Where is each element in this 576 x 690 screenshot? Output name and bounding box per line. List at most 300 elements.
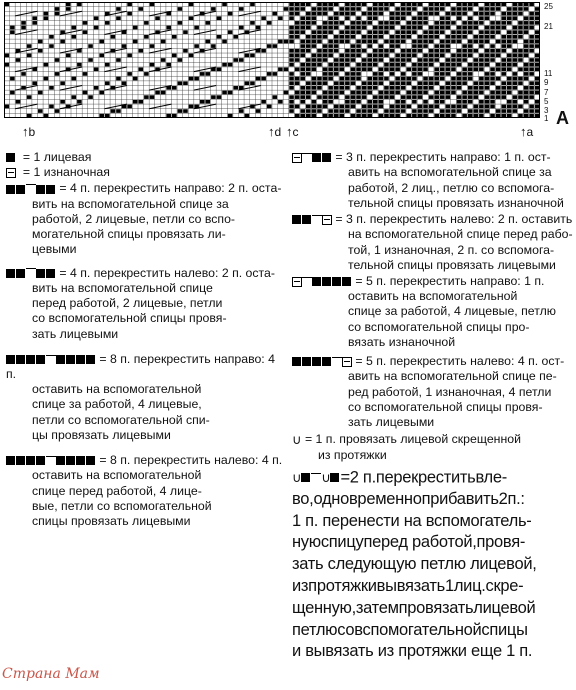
chart-cell [451, 114, 456, 118]
chart-cell [278, 30, 283, 34]
chart-cell [468, 67, 473, 71]
twisted-stitch-icon: ∪ [292, 432, 302, 448]
chart-cell [211, 100, 216, 104]
chart-cell [312, 26, 317, 30]
chart-cell [373, 35, 378, 39]
chart-cell [172, 109, 177, 113]
chart-cell [379, 77, 384, 81]
chart-cell [217, 100, 222, 104]
chart-cell [518, 81, 523, 85]
chart-cell [356, 105, 361, 109]
chart-cell [479, 109, 484, 113]
chart-cell [94, 95, 99, 99]
chart-cell [407, 72, 412, 76]
chart-cell [451, 16, 456, 20]
chart-cell [440, 44, 445, 48]
legend-item-c4l: = 4 п. перекрестить налево: 2 п. оста- вить на вспомогательной спице перед работой, 2 лицевые, петли со вспомогательной спицы провя- зать лицевыми [6, 266, 286, 342]
chart-cell [379, 67, 384, 71]
chart-cell [379, 26, 384, 30]
chart-cell [166, 81, 171, 85]
chart-cell [507, 91, 512, 95]
chart-cell [88, 95, 93, 99]
chart-cell [457, 30, 462, 34]
chart-cell [367, 49, 372, 53]
chart-cell [457, 35, 462, 39]
chart-cell [139, 63, 144, 67]
chart-cell [440, 12, 445, 16]
chart-cell [233, 49, 238, 53]
chart-cell [485, 72, 490, 76]
chart-cell [496, 21, 501, 25]
chart-cell [513, 72, 518, 76]
chart-cell [83, 58, 88, 62]
chart-cell [395, 54, 400, 58]
chart-cell [155, 95, 160, 99]
chart-cell [529, 67, 534, 71]
chart-cell [362, 12, 367, 16]
chart-cell [451, 77, 456, 81]
chart-cell [217, 72, 222, 76]
chart-cell [356, 3, 361, 7]
chart-cell [77, 77, 82, 81]
chart-cell [228, 30, 233, 34]
chart-cell [328, 16, 333, 20]
marker-d: ↑d [268, 124, 282, 139]
chart-cell [474, 35, 479, 39]
chart-cell [49, 26, 54, 30]
chart-cell [228, 49, 233, 53]
chart-cell [27, 95, 32, 99]
chart-cell [245, 91, 250, 95]
chart-cell [462, 105, 467, 109]
chart-cell [66, 91, 71, 95]
chart-cell [27, 54, 32, 58]
chart-cell [99, 26, 104, 30]
chart-cell [116, 16, 121, 20]
chart-cell [211, 72, 216, 76]
chart-cell [367, 58, 372, 62]
chart-cell [289, 72, 294, 76]
chart-cell [139, 114, 144, 118]
chart-cell [27, 77, 32, 81]
chart-cell [367, 21, 372, 25]
chart-cell [139, 58, 144, 62]
chart-cell [105, 7, 110, 11]
chart-cell [139, 72, 144, 76]
chart-cell [524, 91, 529, 95]
chart-cell [60, 44, 65, 48]
chart-cell [21, 100, 26, 104]
chart-cell [395, 100, 400, 104]
chart-cell [222, 58, 227, 62]
chart-cell [273, 77, 278, 81]
chart-cell [524, 81, 529, 85]
chart-cell [379, 30, 384, 34]
chart-cell [122, 114, 127, 118]
chart-cell [228, 40, 233, 44]
chart-cell [144, 114, 149, 118]
chart-cell [150, 35, 155, 39]
chart-cell [222, 16, 227, 20]
chart-cell [384, 16, 389, 20]
chart-cell [529, 109, 534, 113]
chart-cell [446, 49, 451, 53]
chart-cell [172, 35, 177, 39]
chart-cell [440, 40, 445, 44]
chart-cell [10, 30, 15, 34]
chart-cell [535, 35, 540, 39]
chart-cell [535, 16, 540, 20]
chart-cell [60, 58, 65, 62]
chart-cell [384, 49, 389, 53]
chart-cell [261, 95, 266, 99]
chart-cell [395, 67, 400, 71]
chart-cell [77, 114, 82, 118]
chart-cell [150, 95, 155, 99]
chart-cell [66, 44, 71, 48]
chart-cell [166, 54, 171, 58]
chart-cell [228, 12, 233, 16]
chart-cell [345, 12, 350, 16]
chart-cell [105, 58, 110, 62]
chart-cell [284, 63, 289, 67]
chart-cell [5, 77, 10, 81]
chart-cell [379, 95, 384, 99]
chart-cell [261, 77, 266, 81]
chart-cell [166, 21, 171, 25]
chart-cell [300, 72, 305, 76]
chart-cell [429, 3, 434, 7]
chart-cell [373, 105, 378, 109]
row-number: 21 [544, 22, 553, 31]
chart-cell [32, 95, 37, 99]
chart-cell [524, 100, 529, 104]
chart-cell [256, 95, 261, 99]
chart-cell [379, 58, 384, 62]
chart-cell [334, 86, 339, 90]
chart-cell [535, 44, 540, 48]
chart-cell [367, 86, 372, 90]
chart-cell [379, 114, 384, 118]
chart-cell [38, 114, 43, 118]
chart-cell [340, 44, 345, 48]
chart-cell [222, 3, 227, 7]
chart-cell [189, 16, 194, 20]
chart-cell [474, 7, 479, 11]
chart-cell [379, 105, 384, 109]
chart-cell [395, 109, 400, 113]
chart-cell [256, 35, 261, 39]
chart-cell [105, 72, 110, 76]
chart-cell [340, 77, 345, 81]
chart-cell [250, 21, 255, 25]
chart-cell [16, 7, 21, 11]
chart-cell [423, 44, 428, 48]
chart-cell [524, 7, 529, 11]
chart-cell [317, 58, 322, 62]
chart-cell [312, 86, 317, 90]
chart-cell [150, 7, 155, 11]
chart-cell [133, 58, 138, 62]
chart-cell [384, 105, 389, 109]
chart-cell [384, 40, 389, 44]
chart-cell [529, 16, 534, 20]
chart-cell [233, 63, 238, 67]
chart-cell [479, 91, 484, 95]
chart-cell [434, 40, 439, 44]
chart-cell [16, 3, 21, 7]
chart-cell [328, 54, 333, 58]
chart-cell [278, 81, 283, 85]
chart-cell [261, 72, 266, 76]
chart-cell [267, 35, 272, 39]
chart-cell [373, 95, 378, 99]
chart-cell [172, 3, 177, 7]
chart-cell [267, 3, 272, 7]
chart-cell [434, 16, 439, 20]
chart-cell [379, 86, 384, 90]
chart-cell [83, 21, 88, 25]
chart-cell [334, 100, 339, 104]
chart-cell [300, 54, 305, 58]
chart-cell [256, 54, 261, 58]
chart-cell [166, 77, 171, 81]
chart-cell [323, 21, 328, 25]
chart-cell [328, 95, 333, 99]
chart-cell [373, 26, 378, 30]
chart-cell [267, 12, 272, 16]
chart-cell [55, 95, 60, 99]
chart-cell [429, 30, 434, 34]
chart-cell [150, 81, 155, 85]
chart-cell [418, 26, 423, 30]
chart-cell [474, 114, 479, 118]
chart-cell [155, 54, 160, 58]
chart-cell [317, 91, 322, 95]
chart-cell [116, 81, 121, 85]
chart-cell [323, 91, 328, 95]
chart-cell [273, 44, 278, 48]
chart-cell [367, 30, 372, 34]
chart-cell [518, 77, 523, 81]
chart-cell [233, 21, 238, 25]
chart-cell [373, 58, 378, 62]
chart-cell [72, 58, 77, 62]
chart-cell [423, 114, 428, 118]
chart-cell [312, 58, 317, 62]
chart-cell [434, 54, 439, 58]
chart-cell [267, 58, 272, 62]
chart-cell [401, 91, 406, 95]
chart-cell [345, 26, 350, 30]
chart-cell [390, 35, 395, 39]
chart-cell [345, 58, 350, 62]
chart-cell [446, 21, 451, 25]
chart-cell [362, 86, 367, 90]
chart-cell [345, 86, 350, 90]
chart-cell [306, 30, 311, 34]
chart-cell [518, 86, 523, 90]
chart-cell [217, 16, 222, 20]
chart-cell [474, 54, 479, 58]
chart-cell [66, 16, 71, 20]
chart-cell [233, 58, 238, 62]
chart-cell [362, 67, 367, 71]
chart-cell [200, 91, 205, 95]
chart-cell [66, 58, 71, 62]
chart-cell [407, 86, 412, 90]
chart-cell [289, 114, 294, 118]
chart-cell [423, 72, 428, 76]
cross-increase-icon: ∪ ∪ [292, 467, 340, 489]
chart-cell [501, 109, 506, 113]
chart-cell [317, 12, 322, 16]
chart-cell [434, 95, 439, 99]
chart-cell [155, 63, 160, 67]
chart-cell [94, 26, 99, 30]
chart-cell [278, 63, 283, 67]
chart-cell [222, 91, 227, 95]
chart-cell [161, 63, 166, 67]
chart-cell [323, 109, 328, 113]
chart-cell [323, 54, 328, 58]
chart-cell [407, 63, 412, 67]
chart-cell [127, 40, 132, 44]
chart-cell [94, 16, 99, 20]
chart-cell [312, 100, 317, 104]
chart-cell [166, 72, 171, 76]
chart-cell [379, 54, 384, 58]
chart-cell [462, 72, 467, 76]
chart-cell [94, 109, 99, 113]
chart-cell [423, 26, 428, 30]
chart-cell [55, 63, 60, 67]
chart-cell [72, 21, 77, 25]
chart-cell [284, 44, 289, 48]
chart-cell [273, 30, 278, 34]
chart-cell [172, 91, 177, 95]
chart-cell [300, 81, 305, 85]
chart-cell [328, 30, 333, 34]
chart-cell [222, 109, 227, 113]
chart-cell [178, 100, 183, 104]
chart-cell [485, 105, 490, 109]
chart-cell [345, 72, 350, 76]
chart-cell [99, 67, 104, 71]
chart-cell [295, 91, 300, 95]
chart-cell [16, 26, 21, 30]
chart-cell [457, 44, 462, 48]
watermark-logo: Страна Мам [2, 666, 100, 682]
chart-cell [55, 109, 60, 113]
chart-cell [116, 26, 121, 30]
cross-8-right-icon [6, 352, 96, 367]
chart-cell [139, 12, 144, 16]
chart-cell [423, 35, 428, 39]
chart-cell [412, 54, 417, 58]
chart-cell [127, 54, 132, 58]
chart-cell [77, 26, 82, 30]
chart-cell [300, 26, 305, 30]
chart-cell [295, 12, 300, 16]
chart-cell [239, 95, 244, 99]
chart-cell [312, 114, 317, 118]
chart-cell [412, 95, 417, 99]
chart-cell [300, 40, 305, 44]
chart-cell [99, 16, 104, 20]
chart-cell [306, 100, 311, 104]
chart-cell [362, 54, 367, 58]
chart-cell [122, 81, 127, 85]
chart-cell [479, 3, 484, 7]
chart-cell [345, 3, 350, 7]
chart-cell [172, 100, 177, 104]
chart-cell [222, 77, 227, 81]
chart-cell [446, 100, 451, 104]
chart-cell [479, 7, 484, 11]
chart-cell [250, 54, 255, 58]
chart-cell [60, 21, 65, 25]
chart-cell [183, 21, 188, 25]
chart-cell [72, 114, 77, 118]
chart-cell [379, 72, 384, 76]
chart-cell [105, 44, 110, 48]
chart-cell [496, 30, 501, 34]
chart-cell [468, 72, 473, 76]
chart-cell [16, 21, 21, 25]
chart-cell [21, 81, 26, 85]
chart-cell [273, 86, 278, 90]
chart-cell [116, 58, 121, 62]
chart-cell [384, 86, 389, 90]
chart-cell [485, 100, 490, 104]
chart-cell [524, 3, 529, 7]
chart-cell [27, 44, 32, 48]
chart-cell [189, 49, 194, 53]
chart-cell [127, 30, 132, 34]
chart-cell [496, 109, 501, 113]
chart-cell [111, 40, 116, 44]
chart-cell [434, 30, 439, 34]
chart-cell [328, 63, 333, 67]
chart-cell [217, 12, 222, 16]
chart-cell [529, 72, 534, 76]
chart-cell [529, 77, 534, 81]
chart-cell [256, 81, 261, 85]
chart-cell [418, 12, 423, 16]
chart-cell [334, 91, 339, 95]
chart-cell [200, 58, 205, 62]
chart-cell [267, 91, 272, 95]
chart-cell [356, 109, 361, 113]
chart-cell [418, 58, 423, 62]
chart-cell [5, 12, 10, 16]
chart-cell [351, 86, 356, 90]
chart-cell [49, 3, 54, 7]
chart-cell [189, 26, 194, 30]
chart-cell [5, 16, 10, 20]
chart-cell [323, 3, 328, 7]
chart-cell [250, 77, 255, 81]
chart-cell [306, 40, 311, 44]
chart-cell [451, 109, 456, 113]
cross-4-left-icon [6, 266, 56, 281]
chart-cell [462, 77, 467, 81]
chart-cell [38, 58, 43, 62]
chart-cell [362, 109, 367, 113]
chart-cell [434, 63, 439, 67]
chart-cell [295, 44, 300, 48]
